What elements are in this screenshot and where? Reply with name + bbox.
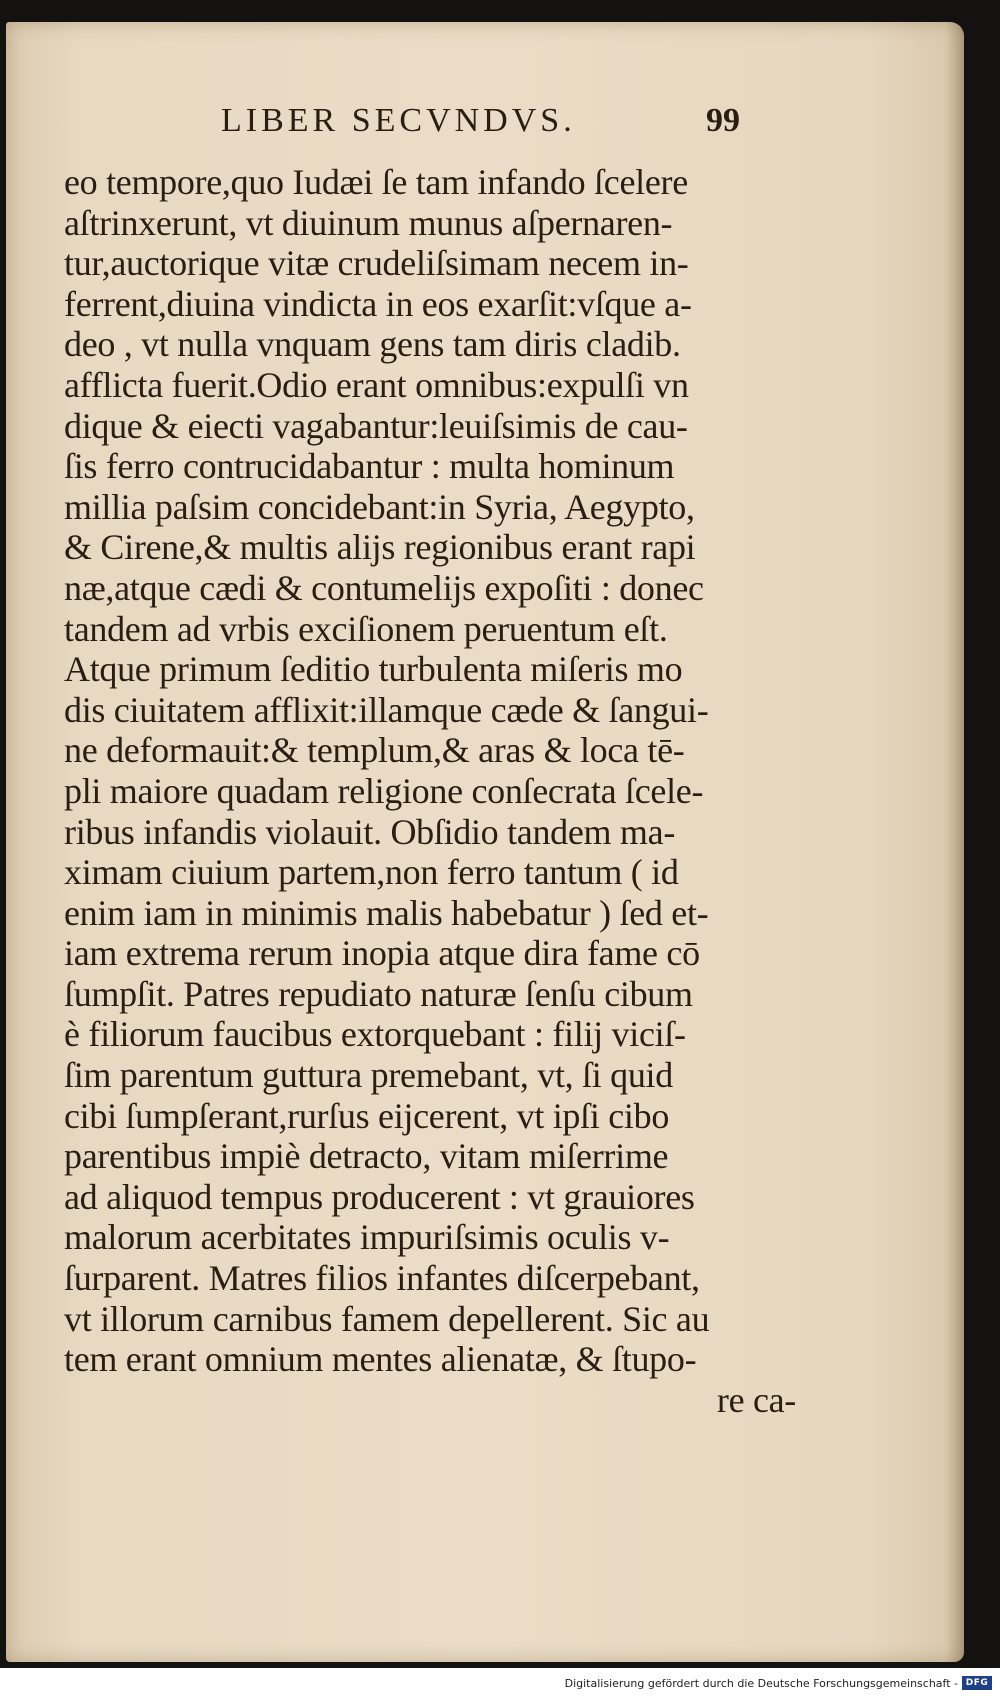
- text-line: enim iam in minimis malis habebatur ) ſed et-: [64, 892, 709, 933]
- text-line: aſtrinxerunt, vt diuinum munus aſpernaren-: [64, 202, 673, 243]
- text-line: ad aliquod tempus producerent : vt grauiores: [64, 1176, 695, 1217]
- text-line: vt illorum carnibus famem depellerent. Sic au: [64, 1298, 710, 1339]
- text-line: ſumpſit. Patres repudiato naturæ ſenſu cibum: [64, 973, 693, 1014]
- text-line: malorum acerbitates impuriſsimis oculis v-: [64, 1217, 670, 1258]
- text-line: tur,auctorique vitæ crudeliſsimam necem in-: [64, 243, 689, 284]
- text-line: Atque primum ſeditio turbulenta miſeris mo: [64, 649, 683, 690]
- text-line: cibi ſumpſerant,rurſus eijcerent, vt ipſi cibo: [64, 1095, 670, 1136]
- running-head: LIBER SECVNDVS.: [221, 102, 576, 139]
- text-line: tandem ad vrbis exciſionem peruentum eſt.: [64, 608, 668, 649]
- page-header: [6, 100, 964, 150]
- text-line: ſim parentum guttura premebant, vt, ſi quid: [64, 1055, 673, 1096]
- text-line: & Cirene,& multis alijs regionibus erant rapi: [64, 527, 696, 568]
- catchword: re ca-: [716, 1379, 796, 1420]
- text-line: deo , vt nulla vnquam gens tam diris cladib.: [64, 324, 681, 365]
- text-line: dique & eiecti vagabantur:leuiſsimis de cau-: [64, 405, 688, 446]
- text-line: dis ciuitatem afflixit:illamque cæde & ſangui-: [64, 689, 709, 730]
- book-page: [6, 22, 964, 1662]
- page-number: 99: [706, 102, 740, 139]
- text-line: parentibus impiè detracto, vitam miſerrime: [64, 1136, 669, 1177]
- text-line: è filiorum faucibus extorquebant : filij viciſ-: [64, 1014, 686, 1055]
- text-block: [64, 162, 804, 1420]
- text-line: eo tempore,quo Iudæi ſe tam infando ſcelere: [64, 162, 688, 202]
- text-line: millia paſsim concidebant:in Syria, Aegypto,: [64, 486, 695, 527]
- text-line: ſurparent. Matres filios infantes diſcerpebant,: [64, 1258, 700, 1299]
- text-line: ferrent,diuina vindicta in eos exarſit:vſque a-: [64, 283, 692, 324]
- dfg-logo: DFG: [962, 1676, 992, 1690]
- text-line: pli maiore quadam religione conſecrata ſcele-: [64, 770, 704, 811]
- footer-bar: [0, 1668, 1000, 1701]
- text-line: ne deformauit:& templum,& aras & loca tē-: [64, 730, 685, 771]
- text-line: næ,atque cædi & contumelijs expoſiti : donec: [64, 567, 704, 608]
- text-line: iam extrema rerum inopia atque dira fame cō: [64, 933, 700, 974]
- text-line: ximam ciuium partem,non ferro tantum ( id: [64, 852, 679, 893]
- text-line: ribus infandis violauit. Obſidio tandem ma-: [64, 811, 676, 852]
- funding-credit: Digitalisierung gefördert durch die Deutsche Forschungsgemeinschaft -: [564, 1677, 958, 1690]
- page-edge-shadow: [946, 22, 964, 1662]
- text-line: afflicta fuerit.Odio erant omnibus:expulſi vn: [64, 364, 689, 405]
- text-line: ſis ferro contrucidabantur : multa hominum: [64, 446, 675, 487]
- text-line: tem erant omnium mentes alienatæ, & ſtupo-: [64, 1339, 697, 1380]
